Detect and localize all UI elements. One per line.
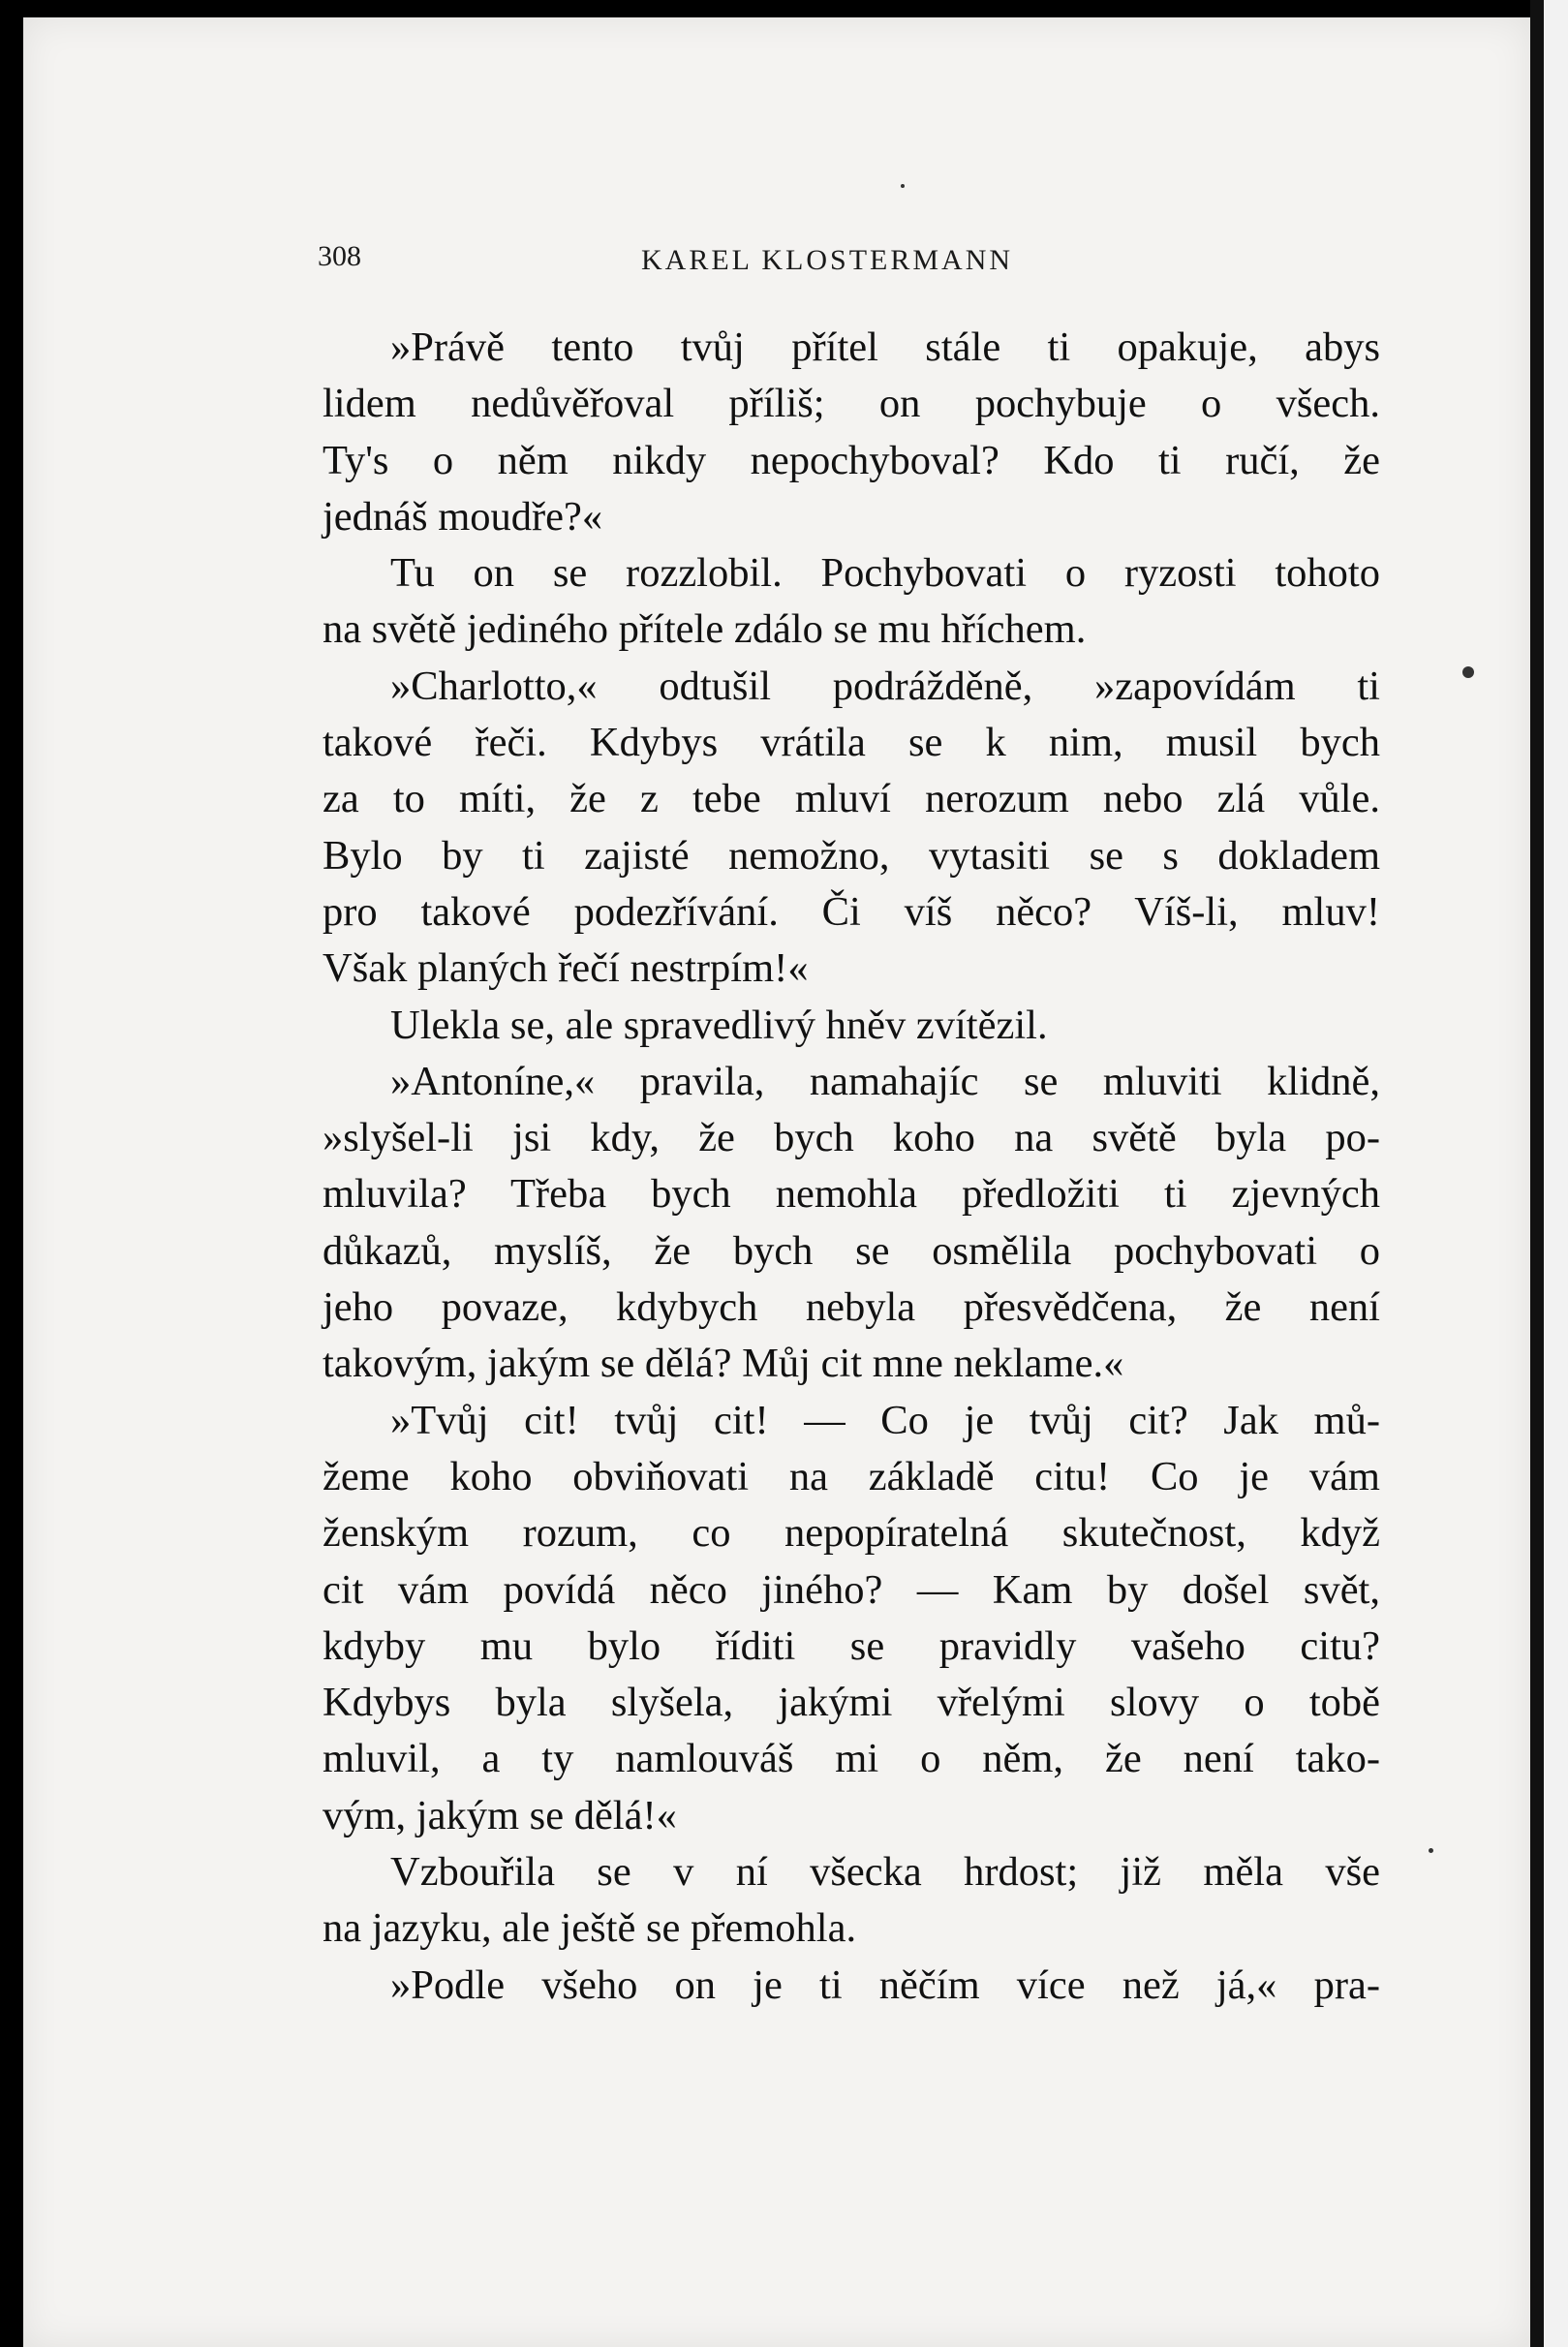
text-line: na světě jediného přítele zdálo se mu hříchem.	[323, 606, 1087, 653]
text-line: ženským rozum, co nepopíratelná skutečnost, když	[323, 1510, 1380, 1557]
text-line: takovým, jakým se dělá? Můj cit mne neklame.«	[323, 1341, 1124, 1387]
text-line: pro takové podezřívání. Či víš něco? Víš-li, mluv!	[323, 888, 1380, 935]
scan-speck	[1462, 666, 1474, 678]
body-text	[323, 320, 1380, 2014]
text-line: Ty's o něm nikdy nepochyboval? Kdo ti ručí, že	[323, 437, 1380, 483]
text-line: jeho povaze, kdybych nebyla přesvědčena, že není	[323, 1284, 1380, 1331]
text-line: vým, jakým se dělá!«	[323, 1792, 677, 1838]
text-line: důkazů, myslíš, že bych se osmělila pochybovati o	[323, 1227, 1380, 1274]
page-edge-shadow	[1530, 0, 1544, 2347]
text-line: »Antoníne,« pravila, namahajíc se mluviti klidně,	[390, 1058, 1380, 1104]
text-line: kdyby mu bylo říditi se pravidly vašeho citu?	[323, 1622, 1380, 1669]
scan-speck	[901, 184, 905, 188]
running-head: KAREL KLOSTERMANN	[641, 244, 1014, 276]
scan-speck	[1429, 1848, 1433, 1853]
text-line: Ulekla se, ale spravedlivý hněv zvítězil.	[390, 1002, 1048, 1048]
text-line: »slyšel-li jsi kdy, že bych koho na světě byla po-	[323, 1115, 1380, 1161]
text-line: Bylo by ti zajisté nemožno, vytasiti se s dokladem	[323, 832, 1380, 879]
text-line: Vzbouřila se v ní všecka hrdost; již měla vše	[390, 1849, 1380, 1896]
text-line: Však planých řečí nestrpím!«	[323, 945, 809, 992]
page-header	[318, 240, 1383, 279]
text-line: mluvila? Třeba bych nemohla předložiti ti zjevných	[323, 1171, 1380, 1218]
text-line: za to míti, že z tebe mluví nerozum nebo zlá vůle.	[323, 776, 1380, 822]
text-line: mluvil, a ty namlouváš mi o něm, že není tako-	[323, 1736, 1380, 1782]
text-line: na jazyku, ale ještě se přemohla.	[323, 1905, 857, 1952]
text-line: cit vám povídá něco jiného? — Kam by došel svět,	[323, 1566, 1380, 1613]
text-line: Tu on se rozzlobil. Pochybovati o ryzosti tohoto	[390, 550, 1380, 597]
text-line: »Podle všeho on je ti něčím více než já,« pra-	[390, 1961, 1380, 2008]
next-page-edge	[1544, 0, 1568, 2347]
page-number: 308	[318, 240, 361, 272]
text-line: »Charlotto,« odtušil podrážděně, »zapovídám ti	[390, 663, 1380, 709]
text-line: žeme koho obviňovati na základě citu! Co je vám	[323, 1453, 1380, 1499]
text-line: »Tvůj cit! tvůj cit! — Co je tvůj cit? Jak mů-	[390, 1397, 1380, 1443]
text-line: jednáš moudře?«	[323, 493, 603, 540]
text-line: lidem nedůvěřoval příliš; on pochybuje o všech.	[323, 381, 1380, 427]
text-line: Kdybys byla slyšela, jakými vřelými slovy o tobě	[323, 1680, 1380, 1726]
text-line: takové řeči. Kdybys vrátila se k nim, musil bych	[323, 720, 1380, 766]
text-line: »Právě tento tvůj přítel stále ti opakuje, abys	[390, 324, 1380, 370]
